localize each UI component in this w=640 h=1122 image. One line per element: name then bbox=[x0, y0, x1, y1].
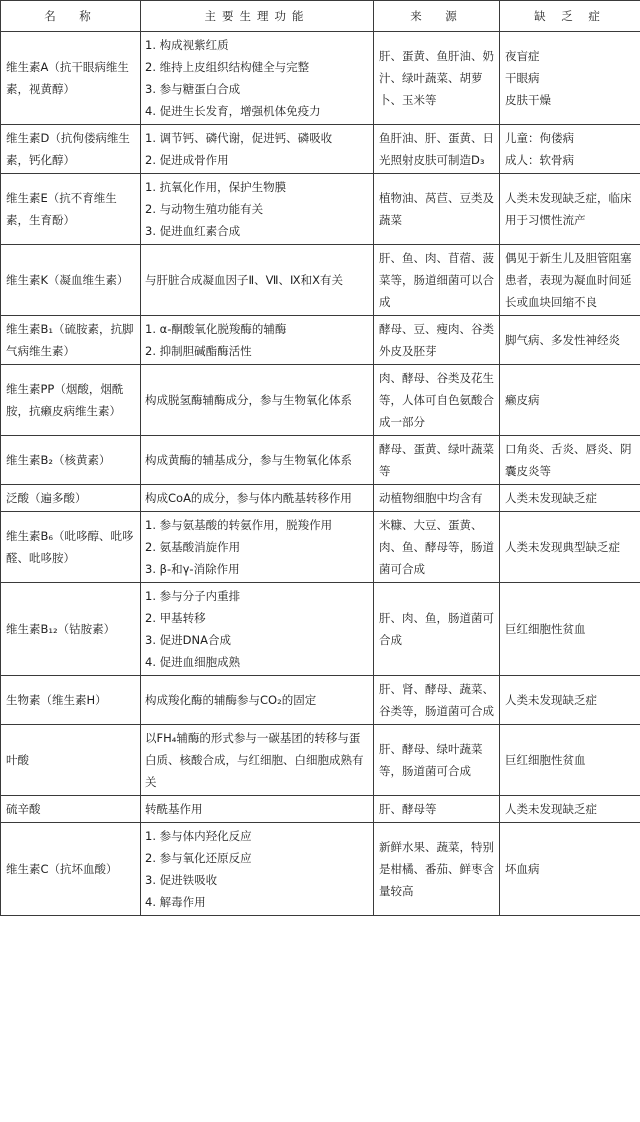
source-cell: 新鲜水果、蔬菜，特别是柑橘、番茄、鲜枣含量较高 bbox=[374, 823, 500, 916]
function-cell bbox=[141, 583, 374, 676]
function-list bbox=[145, 798, 368, 820]
deficiency-cell bbox=[500, 436, 640, 485]
function-item: 1. 参与体内羟化反应 bbox=[145, 829, 252, 843]
function-list bbox=[145, 34, 368, 122]
source-cell: 肝、肾、酵母、蔬菜、谷类等，肠道菌可合成 bbox=[374, 676, 500, 725]
table-row bbox=[1, 512, 640, 583]
function-list bbox=[145, 269, 368, 291]
function-cell bbox=[141, 436, 374, 485]
deficiency-item: 口角炎、舌炎、唇炎、阴囊皮炎等 bbox=[505, 442, 632, 478]
deficiency-cell bbox=[500, 32, 640, 125]
function-item: 1. 构成视紫红质 bbox=[145, 38, 229, 52]
deficiency-item: 成人：软骨病 bbox=[505, 153, 574, 167]
function-item: 1. 参与分子内重排 bbox=[145, 589, 241, 603]
function-cell bbox=[141, 174, 374, 245]
deficiency-item: 脚气病、多发性神经炎 bbox=[505, 333, 620, 347]
function-item: 2. 与动物生殖功能有关 bbox=[145, 202, 264, 216]
source-cell: 肉、酵母、谷类及花生等，人体可自色氨酸合成一部分 bbox=[374, 365, 500, 436]
function-cell bbox=[141, 245, 374, 316]
table-row bbox=[1, 125, 640, 174]
deficiency-item: 夜盲症 bbox=[505, 49, 540, 63]
header-name: 名 称 bbox=[1, 1, 141, 32]
function-item: 3. 促进DNA合成 bbox=[145, 633, 231, 647]
header-row bbox=[1, 1, 640, 32]
vitamin-name: 维生素B₁（硫胺素，抗脚气病维生素） bbox=[1, 316, 141, 365]
source-cell: 酵母、豆、瘦肉、谷类外皮及胚芽 bbox=[374, 316, 500, 365]
deficiency-cell bbox=[500, 125, 640, 174]
function-item: 构成脱氢酶辅酶成分，参与生物氧化体系 bbox=[145, 393, 352, 407]
deficiency-cell bbox=[500, 245, 640, 316]
source-cell: 肝、肉、鱼，肠道菌可合成 bbox=[374, 583, 500, 676]
vitamin-name: 生物素（维生素H） bbox=[1, 676, 141, 725]
vitamin-name: 维生素K（凝血维生素） bbox=[1, 245, 141, 316]
vitamin-name: 维生素E（抗不育维生素，生育酚） bbox=[1, 174, 141, 245]
deficiency-cell bbox=[500, 316, 640, 365]
deficiency-item: 人类未发现典型缺乏症 bbox=[505, 540, 620, 554]
table-body bbox=[1, 32, 640, 916]
table-header bbox=[1, 1, 640, 32]
function-cell bbox=[141, 676, 374, 725]
function-cell bbox=[141, 316, 374, 365]
deficiency-cell bbox=[500, 365, 640, 436]
vitamin-name: 维生素D（抗佝偻病维生素，钙化醇） bbox=[1, 125, 141, 174]
deficiency-cell bbox=[500, 796, 640, 823]
function-item: 构成黄酶的辅基成分，参与生物氧化体系 bbox=[145, 453, 352, 467]
table-row bbox=[1, 676, 640, 725]
header-deficiency: 缺 乏 症 bbox=[500, 1, 640, 32]
deficiency-item: 干眼病 bbox=[505, 71, 540, 85]
function-item: 2. 维持上皮组织结构健全与完整 bbox=[145, 60, 310, 74]
function-item: 4. 促进血细胞成熟 bbox=[145, 655, 241, 669]
function-item: 4. 解毒作用 bbox=[145, 895, 206, 909]
function-item: 1. 参与氨基酸的转氨作用，脱羧作用 bbox=[145, 518, 333, 532]
vitamin-name: 维生素PP（烟酸，烟酰胺，抗癞皮病维生素） bbox=[1, 365, 141, 436]
function-item: 3. 参与糖蛋白合成 bbox=[145, 82, 241, 96]
table-row bbox=[1, 796, 640, 823]
function-cell bbox=[141, 125, 374, 174]
table-row bbox=[1, 174, 640, 245]
deficiency-item: 皮肤干燥 bbox=[505, 93, 551, 107]
function-cell bbox=[141, 32, 374, 125]
function-cell bbox=[141, 512, 374, 583]
vitamin-name: 维生素C（抗坏血酸） bbox=[1, 823, 141, 916]
source-cell: 鱼肝油、肝、蛋黄、日光照射皮肤可制造D₃ bbox=[374, 125, 500, 174]
table-row bbox=[1, 725, 640, 796]
vitamin-name: 维生素B₁₂（钴胺素） bbox=[1, 583, 141, 676]
header-function: 主要生理功能 bbox=[141, 1, 374, 32]
vitamin-name: 泛酸（遍多酸） bbox=[1, 485, 141, 512]
function-item: 以FH₄辅酶的形式参与一碳基团的转移与蛋白质、核酸合成，与红细胞、白细胞成熟有关 bbox=[145, 731, 364, 789]
function-list bbox=[145, 176, 368, 242]
source-cell: 植物油、莴苣、豆类及蔬菜 bbox=[374, 174, 500, 245]
deficiency-cell bbox=[500, 174, 640, 245]
function-item: 3. β-和γ-消除作用 bbox=[145, 562, 240, 576]
function-list bbox=[145, 127, 368, 171]
deficiency-cell bbox=[500, 512, 640, 583]
deficiency-item: 人类未发现缺乏症，临床用于习惯性流产 bbox=[505, 191, 632, 227]
function-item: 构成羧化酶的辅酶参与CO₂的固定 bbox=[145, 693, 317, 707]
function-item: 2. 氨基酸消旋作用 bbox=[145, 540, 241, 554]
source-cell: 米糠、大豆、蛋黄、肉、鱼、酵母等，肠道菌可合成 bbox=[374, 512, 500, 583]
table-row bbox=[1, 583, 640, 676]
function-item: 构成CoA的成分，参与体内酰基转移作用 bbox=[145, 491, 352, 505]
deficiency-item: 人类未发现缺乏症 bbox=[505, 491, 597, 505]
function-item: 2. 甲基转移 bbox=[145, 611, 206, 625]
source-cell: 肝、酵母、绿叶蔬菜等，肠道菌可合成 bbox=[374, 725, 500, 796]
function-item: 3. 促进血红素合成 bbox=[145, 224, 241, 238]
function-item: 1. α-酮酸氧化脱羧酶的辅酶 bbox=[145, 322, 287, 336]
function-list bbox=[145, 727, 368, 793]
deficiency-cell bbox=[500, 823, 640, 916]
function-item: 2. 促进成骨作用 bbox=[145, 153, 229, 167]
function-item: 1. 调节钙、磷代谢，促进钙、磷吸收 bbox=[145, 131, 333, 145]
function-item: 1. 抗氧化作用，保护生物膜 bbox=[145, 180, 287, 194]
deficiency-item: 人类未发现缺乏症 bbox=[505, 802, 597, 816]
function-item: 与肝脏合成凝血因子Ⅱ、Ⅶ、Ⅸ和Ⅹ有关 bbox=[145, 273, 343, 287]
deficiency-item: 巨红细胞性贫血 bbox=[505, 753, 586, 767]
function-item: 3. 促进铁吸收 bbox=[145, 873, 218, 887]
vitamin-name: 维生素B₂（核黄素） bbox=[1, 436, 141, 485]
function-cell bbox=[141, 796, 374, 823]
deficiency-item: 巨红细胞性贫血 bbox=[505, 622, 586, 636]
table-row bbox=[1, 32, 640, 125]
function-list bbox=[145, 825, 368, 913]
source-cell: 酵母、蛋黄、绿叶蔬菜等 bbox=[374, 436, 500, 485]
deficiency-item: 人类未发现缺乏症 bbox=[505, 693, 597, 707]
table-row bbox=[1, 823, 640, 916]
function-item: 4. 促进生长发育，增强机体免疫力 bbox=[145, 104, 321, 118]
table-row bbox=[1, 365, 640, 436]
function-list bbox=[145, 318, 368, 362]
function-item: 2. 抑制胆碱酯酶活性 bbox=[145, 344, 252, 358]
function-list bbox=[145, 689, 368, 711]
function-list bbox=[145, 389, 368, 411]
function-item: 2. 参与氧化还原反应 bbox=[145, 851, 252, 865]
vitamin-name: 硫辛酸 bbox=[1, 796, 141, 823]
header-source: 来 源 bbox=[374, 1, 500, 32]
table-row bbox=[1, 245, 640, 316]
deficiency-cell bbox=[500, 583, 640, 676]
function-cell bbox=[141, 725, 374, 796]
deficiency-cell bbox=[500, 485, 640, 512]
function-list bbox=[145, 487, 368, 509]
function-list bbox=[145, 449, 368, 471]
source-cell: 肝、酵母等 bbox=[374, 796, 500, 823]
table-row bbox=[1, 316, 640, 365]
vitamin-name: 叶酸 bbox=[1, 725, 141, 796]
table-row bbox=[1, 436, 640, 485]
deficiency-item: 儿童：佝偻病 bbox=[505, 131, 574, 145]
function-cell bbox=[141, 485, 374, 512]
deficiency-cell bbox=[500, 676, 640, 725]
table-row bbox=[1, 485, 640, 512]
source-cell: 肝、鱼、肉、苜蓿、菠菜等，肠道细菌可以合成 bbox=[374, 245, 500, 316]
function-cell bbox=[141, 823, 374, 916]
source-cell: 动植物细胞中均含有 bbox=[374, 485, 500, 512]
function-item: 转酰基作用 bbox=[145, 802, 203, 816]
deficiency-item: 偶见于新生儿及胆管阻塞患者，表现为凝血时间延长或血块回缩不良 bbox=[505, 251, 632, 309]
vitamin-name: 维生素B₆（吡哆醇、吡哆醛、吡哆胺） bbox=[1, 512, 141, 583]
function-list bbox=[145, 585, 368, 673]
function-list bbox=[145, 514, 368, 580]
deficiency-cell bbox=[500, 725, 640, 796]
vitamin-name: 维生素A（抗干眼病维生素，视黄醇） bbox=[1, 32, 141, 125]
deficiency-item: 坏血病 bbox=[505, 862, 540, 876]
source-cell: 肝、蛋黄、鱼肝油、奶汁、绿叶蔬菜、胡萝卜、玉米等 bbox=[374, 32, 500, 125]
deficiency-item: 癞皮病 bbox=[505, 393, 540, 407]
function-cell bbox=[141, 365, 374, 436]
